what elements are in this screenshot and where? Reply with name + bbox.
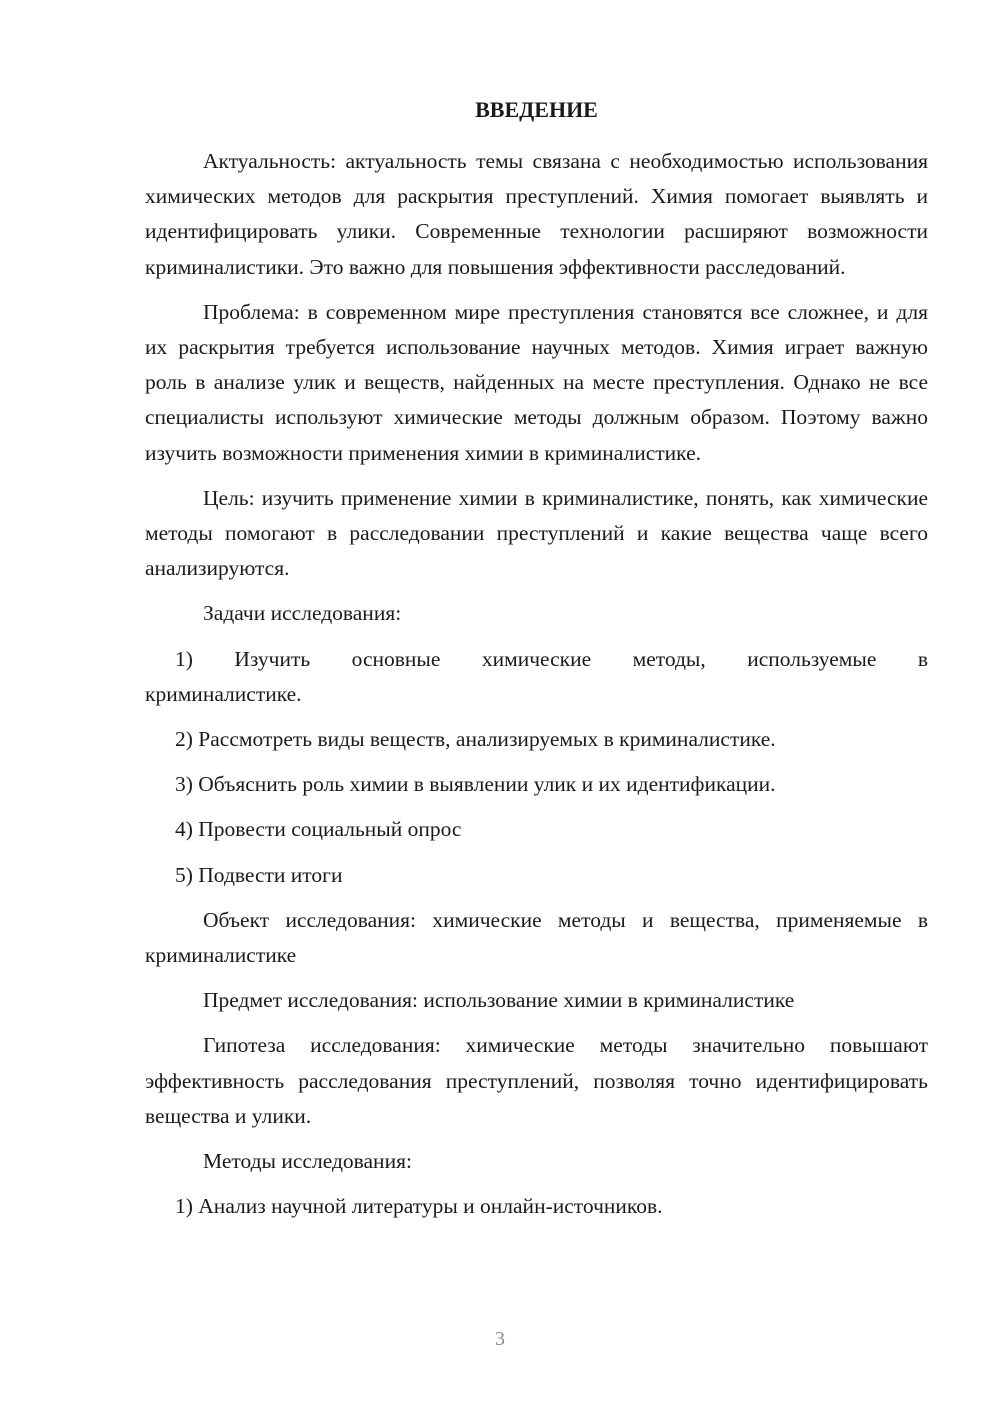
subject-paragraph: Предмет исследования: использование химии в криминалистике bbox=[203, 988, 795, 1013]
tasks-title: Задачи исследования: bbox=[203, 601, 402, 626]
problem-paragraph: Проблема: в современном мире преступления становятся все сложнее, и для их раскрытия требуется использование научных методов. Химия играет важную роль в анализе улик и веществ, найденных на месте преступления. Однако не все специалисты используют химические методы должным образом. Поэтому важно изучить возможности применения химии в криминалистике. bbox=[145, 299, 928, 465]
relevance-paragraph: Актуальность: актуальность темы связана с необходимостью использования химических методов для раскрытия преступлений. Химия помогает выявлять и идентифицировать улики. Современные технологии расширяют возможности криминалистики. Это важно для повышения эффективности расследований. bbox=[145, 149, 928, 279]
section-heading: ВВЕДЕНИЕ bbox=[475, 97, 598, 122]
task-item-5: 5) Подвести итоги bbox=[175, 862, 343, 887]
task-item-3: 3) Объяснить роль химии в выявлении улик и их идентификации. bbox=[175, 772, 776, 797]
methods-title: Методы исследования: bbox=[203, 1149, 412, 1174]
task-item-2: 2) Рассмотреть виды веществ, анализируемых в криминалистике. bbox=[175, 727, 776, 752]
task-item-4: 4) Провести социальный опрос bbox=[175, 817, 462, 842]
task-item-1-first-line: 1) Изучить основные химические методы, используемые в bbox=[175, 646, 928, 671]
goal-paragraph: Цель: изучить применение химии в криминалистике, понять, как химические методы помогают в расследовании преступлений и какие вещества чаще всего анализируются. bbox=[145, 485, 928, 581]
object-paragraph: Объект исследования: химические методы и вещества, применяемые в криминалистике bbox=[145, 907, 928, 968]
document-page bbox=[145, 94, 928, 1234]
task-item-1 bbox=[145, 642, 928, 712]
hypothesis-paragraph: Гипотеза исследования: химические методы значительно повышают эффективность расследования преступлений, позволяя точно идентифицировать вещества и улики. bbox=[145, 1033, 928, 1128]
page-number: 3 bbox=[495, 1328, 505, 1350]
task-item-1-rest: криминалистике. bbox=[145, 681, 302, 706]
method-item-1: 1) Анализ научной литературы и онлайн-источников. bbox=[175, 1194, 663, 1219]
